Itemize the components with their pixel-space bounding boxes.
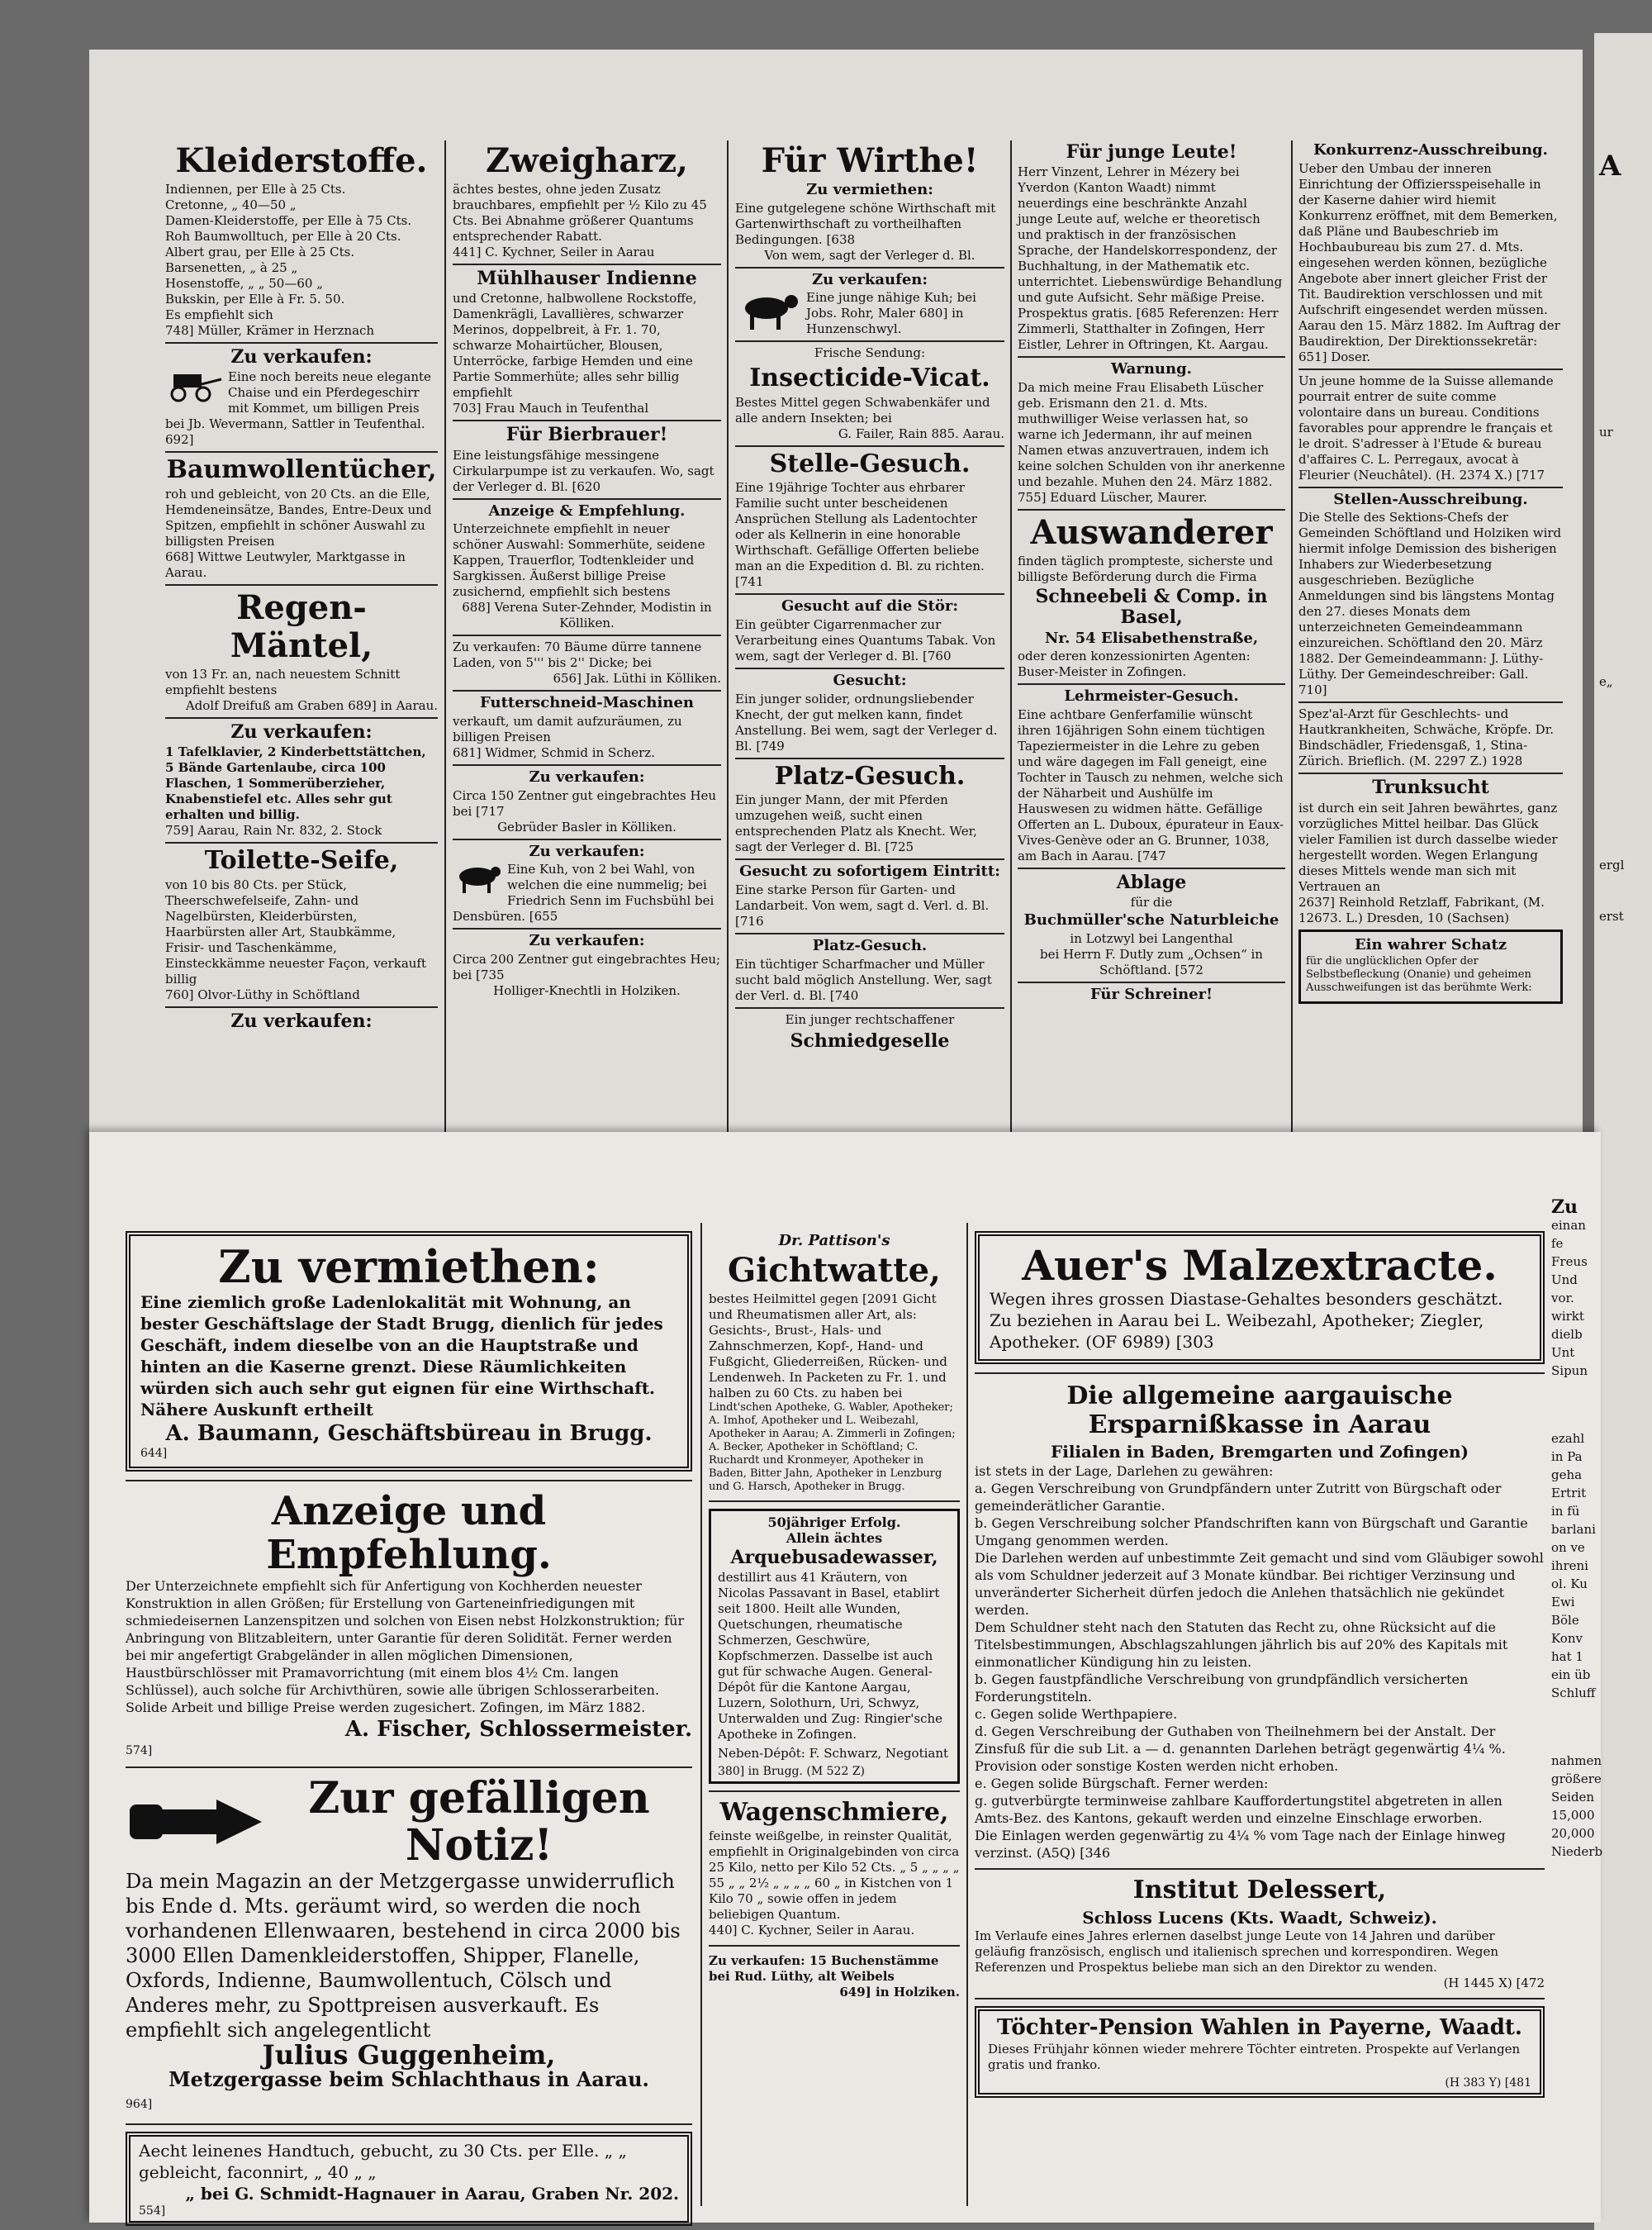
bierbrauer-ad: Eine leistungsfähige messingene Cirkularpumpe ist zu verkaufen. Wo, sagt der Verleger d. Bl. [620 xyxy=(453,447,714,494)
ad-divider xyxy=(1298,368,1563,370)
ad-item: Die Darlehen werden auf unbestimmte Zeit gemacht und sind vom Gläubiger sowohl als vom Schuldner jederzeit auf 3 Monate kündbar. Bei richtiger Verzinsung und unveränderter Sicherheit dürfen jedoch die Anlehen thatsächlich nie gekündet werden. xyxy=(975,1550,1544,1618)
regen-mantel-ad xyxy=(165,667,438,714)
edge-line: ol. Ku xyxy=(1551,1576,1588,1591)
ad-divider xyxy=(1298,773,1563,774)
edge-line: wirkt xyxy=(1551,1309,1584,1324)
ad-divider xyxy=(735,340,1004,342)
fur-wirthe-heading: Für Wirthe! xyxy=(761,141,979,180)
column-5 xyxy=(1298,140,1563,1140)
ad-signature: Von wem, sagt der Verleger d. Bl. xyxy=(764,247,976,263)
gichtwatte-pre: Dr. Pattison's xyxy=(778,1232,890,1249)
edge-line: fe xyxy=(1551,1236,1564,1251)
ad-number: 692] xyxy=(165,432,194,448)
ad-text: Da mich meine Frau Elisabeth Lüscher geb. Erismann den 21. d. Mts. muthwilliger Weise verlassen hat, so warne ich Jedermann, ihr auf meinen Namen etwas anzuvertrauen, indem ich keine solchen Schulden von ihr anerkenne und bezahle. Muhen den 24. März 1882. xyxy=(1018,379,1285,489)
payerne-heading: Töchter-Pension Wahlen in Payerne, Waadt. xyxy=(997,2014,1522,2040)
ad-divider xyxy=(709,1500,960,1502)
ad-text: von 13 Fr. an, nach neuestem Schnitt empfiehlt bestens xyxy=(165,666,401,697)
edge-line: Unt xyxy=(1551,1345,1575,1360)
edge-line: 20,000 xyxy=(1551,1826,1595,1841)
zu-verkaufen-heading: Zu verkaufen: xyxy=(230,720,373,743)
ad-divider xyxy=(165,1006,438,1008)
payerne-box xyxy=(975,2006,1545,2099)
anzeige-heading: Anzeige & Empfehlung. xyxy=(488,502,686,520)
ad-signature: Holliger-Knechtli in Holziken. xyxy=(493,983,681,999)
insecticide-ad xyxy=(735,395,1004,442)
auer-box xyxy=(975,1231,1545,1364)
institut-heading: Institut Delessert, xyxy=(1132,1876,1387,1904)
ad-text: Ueber den Umbau der inneren Einrichtung der Offiziersspeisehalle in der Kaserne dahier wird hiemit Konkurrenz eröffnet, mit dem Bemerken, daß Pläne und Baubeschrieb im Hochbaubureau bis zum 27. d. Mts. eingesehen werden können, bezügliche Angebote aber innert gleicher Frist der Tit. Baudirektion verschlossen und mit Aufschrift eingesendet werden müssen. Aarau den 15. März 1882. Im Auftrag der Baudirektion, Der Direktionssekretär: xyxy=(1298,160,1560,349)
ablage-ad xyxy=(1018,895,1285,978)
ad-divider xyxy=(709,1790,960,1792)
column-3 xyxy=(735,140,1004,1140)
ad-divider xyxy=(165,342,438,344)
ad-divider xyxy=(735,668,1004,669)
edge-line: Konv xyxy=(1551,1631,1583,1646)
ersparnisskasse-sub: Filialen in Baden, Bremgarten und Zofingen) xyxy=(1051,1442,1469,1462)
stellen-ad xyxy=(1298,510,1563,698)
ad-text: Eine junge nähige Kuh; bei Jobs. Rohr, Maler 680] in Hunzenschwyl. xyxy=(806,290,976,337)
ad-text: Unterzeichnete empfiehlt in neuer schöner Auswahl: Sommerhüte, seidene Kappen, Trauerflor, Todtenkleider und Sargkissen. Äußerst billige Preise zusichernd, empfiehlt sich bestens xyxy=(453,521,705,600)
ad-number: 574] xyxy=(126,1743,153,1757)
lower-column-right xyxy=(975,1231,1545,2206)
ad-item: g. gutverbürgte terminweise zahlbare Kauffordertungstitel abgetreten in allen Amts-Bez. des Kantons, gekauft werden und einzelne Einschlage erworben. xyxy=(975,1793,1502,1826)
edge-line: erst xyxy=(1599,909,1624,924)
frische-sendung: Frische Sendung: xyxy=(814,345,926,361)
ad-text: Circa 150 Zentner gut eingebrachtes Heu bei [717 xyxy=(453,787,717,819)
lehrmeister-heading: Lehrmeister-Gesuch. xyxy=(1064,687,1239,706)
warnung-heading: Warnung. xyxy=(1111,360,1192,378)
ad-text: Zu verkaufen: 15 Buchenstämme bei Rud. Lüthy, alt Weibels xyxy=(709,1953,939,1985)
arquebusade-heading: Arquebusadewasser, xyxy=(730,1546,938,1568)
cow-icon xyxy=(735,290,801,331)
edge-line: in fü xyxy=(1551,1504,1580,1519)
ad-text: in Lotzwyl bei Langenthal xyxy=(1070,930,1233,946)
price-line: Bukskin, per Elle à Fr. 5. 50. xyxy=(165,292,345,307)
pointing-hand-icon xyxy=(126,1793,266,1851)
schmied-pre: Ein junger rechtschaffener xyxy=(785,1011,955,1027)
ad-number: (H 383 Y) [481 xyxy=(1445,2076,1531,2090)
insecticide-heading: Insecticide-Vicat. xyxy=(749,364,990,393)
cow-icon xyxy=(453,862,502,895)
ad-text: Eine Kuh, von 2 bei Wahl, von welchen die eine nummelig; bei Friedrich Senn im Fuchsbühl bei Densbüren. [655 xyxy=(453,862,714,925)
stor-ad: Ein geübter Cigarrenmacher zur Verarbeitung eines Quantums Tabak. Von wem, sagt der Verleger d. Bl. [760 xyxy=(735,617,996,664)
zu-verkaufen-heading: Zu verkaufen: xyxy=(230,1010,373,1032)
ad-divider xyxy=(453,928,721,930)
wirthschaft-ad xyxy=(735,201,1004,264)
stelle-gesuch-ad: Eine 19jährige Tochter aus ehrbarer Familie sucht unter bescheidenen Ansprüchen Stellung als Ladentochter oder als Kellnerin in eine honorable Wirthschaft. Gefällige Offerten beliebe man an die Expedition d. Bl. zu richten. [741 xyxy=(735,480,985,590)
kuh-ad xyxy=(735,290,1004,337)
ad-text: Die Stelle des Sektions-Chefs der Gemeinden Schöftland und Holziken wird hiermit infolge Demission des bisherigen Inhabers zur Wiederbesetzung ausgeschrieben. Bezügliche Anmeldungen sind bis längstens Montag den 27. dieses Monats dem unterzeichneten Gemeindeammann einzureichen. Schöftland den 20. März 1882. Der Gemeindeammann: J. Lüthy-Lüthy. Der Gemeindeschreiber: Gall. xyxy=(1298,510,1562,682)
zu-verkaufen-heading: Zu verkaufen: xyxy=(529,768,645,786)
ad-divider xyxy=(975,1372,1545,1374)
ad-text: Circa 200 Zentner gut eingebrachtes Heu; bei [735 xyxy=(453,952,721,983)
edge-line: geha xyxy=(1551,1467,1583,1482)
price-line: Cretonne, „ 40—50 „ xyxy=(165,197,297,212)
price-line: Hosenstoffe, „ „ 50—60 „ xyxy=(165,276,323,291)
ad-text: Der Unterzeichnete empfiehlt sich für Anfertigung von Kochherden neuester Konstruktion in allen Größen; für Erstellung von Garteneinfriedigungen mit schmiedeisernen Lanzenspitzen und solchen von Eisen nebst Holzkonstruktion; für Anbringung von Blitzableitern, unter Garantie für deren Solidität. Ferner werden bei mir angefertigt Grabgeländer in allen möglichen Dimensionen, Haustbürschlösser mit Pramavorrichtung (mit einem blos 4½ Cm. langen Schlüssel), auch solche für Archivthüren, sowie alle übrigen Schlosserarbeiten. Solide Arbeit und billige Preise werden zugesichert. Zofingen, im März 1882. xyxy=(126,1577,685,1715)
ad-signature: „ bei G. Schmidt-Hagnauer in Aarau, Graben Nr. 202. xyxy=(185,2184,679,2204)
auswanderer-heading: Auswanderer xyxy=(1030,512,1273,552)
payerne-text: Dieses Frühjahr können wieder mehrere Töchter eintreten. Prospekte auf Verlangen gratis und franko. xyxy=(988,2042,1521,2073)
price-line: Albert grau, per Elle à 25 Cts. xyxy=(165,245,355,259)
ad-text: Bestes Mittel gegen Schwabenkäfer und alle andern Insekten; bei xyxy=(735,394,990,426)
vermiethen-text: Eine ziemlich große Ladenlokalität mit Wohnung, an bester Geschäftslage der Stadt Brugg, dienlich für jedes Geschäft, indem dieselbe von an die Hauptstraße und hinten an die Kaserne grenzt. Diese Räumlichkeiten würden sich auch sehr gut eignen für eine Wirthschaft. Nähere Auskunft ertheilt xyxy=(140,1292,663,1420)
edge-line: ihreni xyxy=(1551,1558,1588,1573)
ad-number: 554] xyxy=(139,2204,166,2218)
column-rule xyxy=(1010,140,1012,1132)
ad-text: roh und gebleicht, von 20 Cts. an die Elle, Hemdeneinsätze, Bandes, Entre-Deux und Spitzen, empfiehlt in schöner Auswahl zu billigsten Preisen xyxy=(165,486,432,549)
platz-gesuch-heading: Platz-Gesuch. xyxy=(812,936,928,954)
edge-line: Und xyxy=(1551,1272,1578,1287)
arquebusade-depot: Neben-Dépôt: F. Schwarz, Negotiant xyxy=(718,1745,949,1761)
ad-item: b. Gegen faustpfändliche Verschreibung von grundpfändlich versicherten Forderungstiteln. xyxy=(975,1671,1469,1705)
kuh-ad xyxy=(453,862,721,925)
ad-divider xyxy=(165,584,438,586)
handtuch-text: Aecht leinenes Handtuch, gebucht, zu 30 Cts. per Elle. „ „ gebleicht, faconnirt, „ 40 „ „ xyxy=(139,2141,627,2183)
price-line: Indiennen, per Elle à 25 Cts. xyxy=(165,182,346,197)
gichtwatte-heading: Gichtwatte, xyxy=(728,1250,941,1290)
zu-verkaufen-heading: Zu verkaufen: xyxy=(811,270,928,288)
kleiderstoffe-ad xyxy=(165,182,438,339)
zweigharz-ad xyxy=(453,182,721,260)
ad-number: 644] xyxy=(140,1447,168,1461)
ad-signature: 681] Widmer, Schmid in Scherz. xyxy=(453,744,655,760)
edge-line: größere xyxy=(1551,1771,1602,1786)
edge-line: barlani xyxy=(1551,1522,1596,1537)
spezial-arzt-ad: Spez'al-Arzt für Geschlechts- und Hautkrankheiten, Schwäche, Kröpfe. Dr. Bindschädler, Friedensgaß, 1, Stina-Zürich. Brieflich. (M. 2297 Z.) 1928 xyxy=(1298,706,1554,769)
ad-item: Die Einlagen werden gegenwärtig zu 4¼ % vom Tage nach der Einlage hinweg verzinst. (A5Q) [346 xyxy=(975,1828,1506,1861)
konkurrenz-heading: Konkurrenz-Ausschreibung. xyxy=(1313,141,1548,159)
ad-item: Dem Schuldner steht nach den Statuten das Recht zu, ohne Rücksicht auf die Titelsbestimmungen, Abschlagszahlungen jährlich bis auf 20% des Kapitals mit einmonatlicher Kündigung hin zu leisten. xyxy=(975,1619,1508,1670)
ersparnisskasse-ad xyxy=(975,1462,1545,1862)
muhlhauser-heading: Mühlhauser Indienne xyxy=(477,268,697,289)
ad-divider xyxy=(453,635,721,636)
ad-divider xyxy=(1018,868,1285,869)
tafelklavier-ad xyxy=(165,744,438,839)
ad-number: 710] xyxy=(1298,682,1327,698)
ad-divider xyxy=(975,1868,1545,1870)
edge-line: nahmen xyxy=(1551,1753,1602,1768)
ad-signature: Julius Guggenheim, xyxy=(262,2039,556,2071)
ad-item: e. Gegen solide Bürgschaft. Ferner werden: xyxy=(975,1776,1269,1791)
edge-line: Ertrit xyxy=(1551,1486,1587,1500)
platz-gesuch-heading: Platz-Gesuch. xyxy=(774,761,966,791)
sofort-ad: Eine starke Person für Garten- und Landarbeit. Von wem, sagt d. Verl. d. Bl. [716 xyxy=(735,882,990,929)
column-rule xyxy=(1291,140,1293,1132)
stelle-gesuch-heading: Stelle-Gesuch. xyxy=(769,449,971,478)
arquebusade-pre2: Allein ächtes xyxy=(786,1529,883,1546)
ad-text: 1 Tafelklavier, 2 Kinderbettstättchen, 5 Bände Gartenlaube, circa 100 Flaschen, 1 Sommerüberzieher, Knabenstiefel etc. Alles sehr gut erhalten und billig. xyxy=(165,744,426,823)
ad-divider xyxy=(453,264,721,265)
buchen-ad xyxy=(709,1953,960,2000)
ad-text: ist durch ein seit Jahren bewährtes, ganz vorzügliches Mittel heilbar. Das Glück vieler Familien ist durch dasselbe wieder hergestellt worden. Wegen Erlangung dieses Mittels wende man sich mit Vertrauen an xyxy=(1298,800,1558,894)
gesucht-ad: Ein junger solider, ordnungsliebender Knecht, der gut melken kann, findet Anstellung. Bei wem, sagt der Verleger d. Bl. [749 xyxy=(735,691,998,754)
chaise-ad xyxy=(165,369,438,448)
arquebusade-text: destillirt aus 41 Kräutern, von Nicolas Passavant in Basel, etablirt seit 1800. Heilt alle Wunden, Quetschungen, rheumatische Schmerzen, Geschwüre, Kopfschmerzen. Dasselbe ist auch gut für schwache Augen. General-Dépôt für die Kantone Aargau, Luzern, Solothurn, Uri, Schwyz, Unterwalden und Zug: Ringier'sche Apotheke in Zofingen. xyxy=(718,1569,943,1742)
firm-address: Nr. 54 Elisabethenstraße, xyxy=(1044,629,1259,647)
ad-text: verkauft, um damit aufzuräumen, zu billigen Preisen xyxy=(453,713,682,744)
column-rule xyxy=(966,1223,968,2206)
ablage-heading: Ablage xyxy=(1116,871,1187,893)
ad-item: c. Gegen solide Werthpapiere. xyxy=(975,1706,1178,1722)
platz-gesuch-ad: Ein tüchtiger Scharfmacher und Müller sucht bald möglich Anstellung. Wer, sagt der Verl. d. Bl. [740 xyxy=(735,956,992,1003)
stor-heading: Gesucht auf die Stör: xyxy=(781,597,959,616)
edge-line xyxy=(1599,175,1652,423)
anzeige-ad xyxy=(453,521,721,631)
ad-signature: 759] Aarau, Rain Nr. 832, 2. Stock xyxy=(165,823,382,839)
heu-ad xyxy=(453,788,721,835)
baume-ad xyxy=(453,640,721,687)
ad-divider xyxy=(126,1480,692,1481)
ad-text: bestes Heilmittel gegen [2091 Gicht und Rheumatismen aller Art, als: Gesichts-, Brust-, Hals- und Zahnschmerzen, Kopf-, Hand- und Fußgicht, Gliederreißen, Rücken- und Lendenweh. In Packeten zu Fr. 1. und halben zu 60 Cts. zu haben bei xyxy=(709,1291,947,1400)
lower-edge-text xyxy=(1551,1198,1601,1861)
lower-sheet xyxy=(89,1132,1601,2223)
price-line: Es empfiehlt sich xyxy=(165,307,273,322)
fischer-heading: Anzeige und Empfehlung. xyxy=(266,1488,552,1579)
ad-signature: 748] Müller, Krämer in Herznach xyxy=(165,323,375,338)
price-line: Damen-Kleiderstoffe, per Elle à 75 Cts. xyxy=(165,213,412,228)
ad-signature: 651] Doser. xyxy=(1298,349,1371,364)
jeune-homme-ad: Un jeune homme de la Suisse allemande pourrait entrer de suite comme volontaire dans un bureau. Conditions favorables pour apprendre le français et le droit. S'adresser à l'Etude & bureau d'affaires C. L. Perregaux, avocat à Fleurier (Neuchâtel). (H. 2374 X.) [717 xyxy=(1298,373,1554,483)
edge-line: Freus xyxy=(1551,1254,1588,1269)
ad-text: für die xyxy=(1130,895,1173,911)
ad-signature: 649] in Holziken. xyxy=(839,1985,960,2000)
ad-address: Metzgergasse beim Schlachthaus in Aarau. xyxy=(169,2067,649,2092)
ad-divider xyxy=(1018,683,1285,685)
column-1 xyxy=(165,140,438,1140)
edge-line: ezahl xyxy=(1551,1431,1585,1446)
ad-divider xyxy=(735,267,1004,269)
ad-signature: G. Failer, Rain 885. Aarau. xyxy=(838,426,1004,441)
edge-line: on ve xyxy=(1551,1540,1585,1555)
ad-signature: 688] Verena Suter-Zehnder, Modistin in Kölliken. xyxy=(462,600,712,631)
edge-line: dielb xyxy=(1551,1327,1583,1342)
schreiner-heading: Für Schreiner! xyxy=(1089,985,1213,1003)
ersparnisskasse-heading: Die allgemeine aargauische Ersparnißkasse in Aarau xyxy=(1066,1381,1453,1439)
column-rule xyxy=(700,1223,702,2206)
ad-item: d. Gegen Verschreibung der Guthaben von Theilnehmern bei der Anstalt. Der Zinsfuß für die sub Lit. a — d. genannten Darlehen beträgt gegenwärtig 4¼ %. Provision oder sonstige Kosten werden nicht erhoben. xyxy=(975,1724,1506,1774)
ad-divider xyxy=(709,1945,960,1947)
ad-divider xyxy=(1018,356,1285,358)
handtuch-box xyxy=(126,2132,692,2226)
edge-line: vor. xyxy=(1551,1291,1574,1305)
schatz-box xyxy=(1298,930,1563,1005)
fischer-ad xyxy=(126,1577,692,1760)
trunksucht-heading: Trunksucht xyxy=(1372,777,1489,799)
edge-line: Böle xyxy=(1551,1613,1579,1628)
column-rule xyxy=(727,140,729,1132)
ad-divider xyxy=(453,764,721,766)
vermiethen-box xyxy=(126,1231,692,1472)
ad-item: b. Gegen Verschreibung solcher Pfandschriften kann von Bürgschaft und Garantie Umgang genommen werden. xyxy=(975,1515,1528,1548)
ad-signature: A. Baumann, Geschäftsbüreau in Brugg. xyxy=(165,1421,653,1447)
edge-line: Sipun xyxy=(1551,1363,1588,1378)
ad-text: Da mein Magazin an der Metzgergasse unwiderruflich bis Ende d. Mts. geräumt wird, so werden die noch vorhandenen Ellenwaaren, bestehend in circa 2000 bis 3000 Ellen Damenkleiderstoffen, Shipper, Flanelle, Oxfords, Indienne, Baumwollentuch, Cölsch und Anderes mehr, zu Spottpreisen ausverkauft. Es empfiehlt sich angelegentlicht xyxy=(126,1870,681,2042)
schmiedgeselle-heading: Schmiedgeselle xyxy=(790,1029,950,1052)
ad-text: ächtes bestes, ohne jeden Zusatz brauchbares, empfiehlt per ½ Kilo zu 45 Cts. Bei Abnahme größerer Quantums entsprechender Rabatt. xyxy=(453,182,707,244)
schatz-ad: für die unglücklichen Opfer der Selbstbefleckung (Onanie) und geheimen Ausschweifungen ist das berühmte Werk: xyxy=(1306,955,1532,995)
junge-leute-heading: Für junge Leute! xyxy=(1066,141,1237,163)
ad-divider xyxy=(1018,509,1285,511)
lehrmeister-ad: Eine achtbare Genferfamilie wünscht ihren 16jährigen Sohn einem tüchtigen Tapeziermeister in die Lehre zu geben und wäre dagegen im Fall geneigt, eine Tochter in Tausch zu nehmen, welche sich der Näharbeit und Aushülfe im Hauswesen zu widmen hätte. Gefällige Offerten an L. Duboux, épurateur in Eaux-Vives-Genève oder an G. Brunner, 1038, am Bach in Aarau. [747 xyxy=(1018,706,1284,863)
stellen-heading: Stellen-Ausschreibung. xyxy=(1333,490,1528,508)
edge-line: Schluff xyxy=(1551,1686,1596,1700)
ad-signature: 441] C. Kychner, Seiler in Aarau xyxy=(453,245,655,259)
ad-divider xyxy=(165,842,438,844)
ad-divider xyxy=(453,839,721,840)
ad-signature: 656] Jak. Lüthi in Kölliken. xyxy=(553,671,721,687)
institut-sub: Schloss Lucens (Kts. Waadt, Schweiz). xyxy=(1082,1907,1437,1928)
ad-signature: Gebrüder Basler in Kölliken. xyxy=(497,819,676,834)
ad-text: Eine gutgelegene schöne Wirthschaft mit Gartenwirthschaft zu vortheilhaften Bedingungen. [638 xyxy=(735,200,996,247)
schatz-heading: Ein wahrer Schatz xyxy=(1354,935,1507,953)
ad-number: (H 1445 X) [472 xyxy=(1443,1975,1545,1990)
zu-vermiethen-heading: Zu vermiethen: xyxy=(806,181,933,198)
konkurrenz-ad xyxy=(1298,161,1563,365)
toilette-seife-ad xyxy=(165,877,438,1003)
zu-verkaufen-heading: Zu verkaufen: xyxy=(529,842,645,860)
bierbrauer-heading: Für Bierbrauer! xyxy=(506,424,668,446)
lower-column-middle xyxy=(709,1231,960,2206)
column-4 xyxy=(1018,140,1285,1140)
ad-signature: 760] Olvor-Lüthy in Schöftland xyxy=(165,987,360,1002)
edge-line: e„ xyxy=(1599,674,1613,689)
edge-line: Seiden xyxy=(1551,1790,1595,1804)
ad-agents: Lindt'schen Apotheke, G. Wabler, Apotheker; A. Imhof, Apotheker und L. Weibezahl, Apotheker in Aarau; A. Zimmerli in Zofingen; A. Becker, Apotheker in Schöftland; C. Ruchardt und Kronmeyer, Apotheker in Baden, Bitter Jahn, Apotheker in Lenzburg und G. Harsch, Apotheker in Brugg. xyxy=(709,1400,956,1493)
muhlhauser-ad xyxy=(453,291,721,416)
edge-line: ur xyxy=(1599,425,1613,440)
auer-heading: Auer's Malzextracte. xyxy=(1022,1241,1498,1290)
ad-divider xyxy=(735,933,1004,934)
ad-divider xyxy=(126,1766,692,1768)
junge-leute-ad: Herr Vinzent, Lehrer in Mézery bei Yverdon (Kanton Waadt) nimmt neuerdings eine beschränkte Anzahl junge Leute auf, welche er theoretisch und praktisch in der französischen Sprache, der Handelskorrespondenz, der Buchhaltung, in der Mathematik etc. unterrichtet. Liebenswürdige Behandlung und gute Aufsicht. Sehr mäßige Preise. Prospektus gratis. [685 Referenzen: Herr Zimmerli, Statthalter in Zofingen, Herr Eistler, Lehrer in Oftringen, Kt. Aargau. xyxy=(1018,164,1283,353)
lower-column-left xyxy=(126,1231,692,2218)
zu-verkaufen-heading: Zu verkaufen: xyxy=(529,932,645,950)
carriage-icon xyxy=(165,369,223,402)
notiz-header xyxy=(126,1772,692,1871)
ad-divider xyxy=(735,758,1004,759)
ad-divider xyxy=(453,420,721,421)
edge-line: Niederb xyxy=(1551,1844,1603,1859)
notiz-heading: Zur gefälligen Notiz! xyxy=(308,1772,650,1871)
edge-line: Zu xyxy=(1551,1196,1578,1218)
ad-text: von 10 bis 80 Cts. per Stück, Theerschwefelseife, Zahn- und Nagelbürsten, Kleiderbürsten, Haarbürsten aller Art, Staubkämme, Frisir- und Taschenkämme, Einsteckkämme neuester Façon, verkauft billig xyxy=(165,877,426,987)
ad-divider xyxy=(165,451,438,453)
ad-signature: 755] Eduard Lüscher, Maurer. xyxy=(1018,489,1208,505)
zu-verkaufen-heading: Zu verkaufen: xyxy=(230,346,373,368)
ad-text: oder deren konzessionirten Agenten: Buser-Meister in Zofingen. xyxy=(1018,649,1251,680)
ad-divider xyxy=(735,1007,1004,1009)
ad-signature: 440] C. Kychner, Seiler in Aarau. xyxy=(709,1923,915,1938)
edge-line: Ewi xyxy=(1551,1595,1575,1609)
toilette-seife-heading: Toilette-Seife, xyxy=(204,846,399,876)
ad-signature: A. Fischer, Schlossermeister. xyxy=(344,1716,692,1742)
gesucht-heading: Gesucht: xyxy=(833,672,907,690)
wagenschmiere-ad xyxy=(709,1828,960,1938)
edge-line: ergl xyxy=(1599,858,1625,873)
price-line: Roh Baumwolltuch, per Elle à 20 Cts. xyxy=(165,229,401,244)
ad-signature: 703] Frau Mauch in Teufenthal xyxy=(453,401,649,416)
ad-divider xyxy=(126,2123,692,2125)
ad-intro: ist stets in der Lage, Darlehen zu gewähren: xyxy=(975,1463,1274,1479)
arquebusade-pre: 50jähriger Erfolg. xyxy=(767,1514,901,1530)
ad-text: Zu verkaufen: 70 Bäume dürre tannene Laden, von 5''' bis 2'' Dicke; bei xyxy=(453,640,702,671)
ad-item: a. Gegen Verschreibung von Grundpfändern unter Zutritt von Bürgschaft oder gemeinderätlicher Garantie. xyxy=(975,1481,1502,1514)
edge-line: hat 1 xyxy=(1551,1649,1583,1664)
baumwollentucher-heading: Baumwollentücher, xyxy=(166,455,437,485)
ad-divider xyxy=(453,690,721,692)
arquebusade-box xyxy=(709,1509,960,1784)
ad-divider xyxy=(1298,487,1563,488)
firm-name: Buchmüller'sche Naturbleiche xyxy=(1023,911,1279,930)
baumwollentucher-ad xyxy=(165,487,438,581)
vermiethen-heading: Zu vermiethen: xyxy=(218,1240,600,1293)
ad-number: 964] xyxy=(126,2098,153,2112)
ad-divider xyxy=(735,445,1004,447)
wagenschmiere-heading: Wagenschmiere, xyxy=(719,1797,949,1827)
zweigharz-heading: Zweigharz, xyxy=(486,141,688,180)
ad-divider xyxy=(1298,701,1563,703)
heu2-ad xyxy=(453,952,721,999)
ad-signature: Adolf Dreifuß am Graben 689] in Aarau. xyxy=(185,697,438,713)
ad-number: 380] in Brugg. (M 522 Z) xyxy=(718,1764,866,1778)
adjacent-page-edge xyxy=(1594,33,1652,2230)
institut-ad xyxy=(975,1928,1545,1991)
price-line: Barsenetten, „ à 25 „ xyxy=(165,260,298,275)
sofort-heading: Gesucht zu sofortigem Eintritt: xyxy=(739,863,1000,881)
kleiderstoffe-heading: Kleiderstoffe. xyxy=(175,141,428,180)
ad-divider xyxy=(165,717,438,719)
ad-text: finden täglich prompteste, sicherste und billigste Beförderung durch die Firma xyxy=(1018,553,1274,584)
ad-signature: 2637] Reinhold Retzlaff, Fabrikant, (M. 12673. L.) Dresden, 10 (Sachsen) xyxy=(1298,894,1545,925)
auer-text: Wegen ihres grossen Diastase-Gehaltes besonders geschätzt. Zu beziehen in Aarau bei L. Weibezahl, Apotheker; Ziegler, Apotheker. (OF 6989) [303 xyxy=(990,1289,1503,1352)
column-2 xyxy=(453,140,721,1140)
futterschneid-heading: Futterschneid-Maschinen xyxy=(480,694,694,712)
guggenheim-ad xyxy=(126,1869,692,2117)
auswanderer-ad xyxy=(1018,554,1285,680)
platz-gesuch-ad: Ein junger Mann, der mit Pferden umzugehen weiß, sucht einen entsprechenden Platz als Knecht. Wer, sagt der Verleger d. Bl. [725 xyxy=(735,792,977,855)
ad-text: und Cretonne, halbwollene Rockstoffe, Damenkrägli, Lavallières, schwarzer Merinos, doppelbreit, à Fr. 1. 70, schwarze Mohairtücher, Blousen, Unterröcke, farbige Hemden und eine Partie Sommerhüte; alles sehr billig empfiehlt xyxy=(453,291,697,401)
firm-name: Schneebeli & Comp. in Basel, xyxy=(1035,585,1268,629)
column-rule xyxy=(444,140,446,1132)
ad-text: Eine noch bereits neue elegante Chaise und ein Pferdegeschirr mit Kommet, um billigen Preis bei Jb. Wevermann, Sattler in Teufenthal. xyxy=(165,369,431,432)
ad-divider xyxy=(735,858,1004,860)
ad-text: feinste weißgelbe, in reinster Qualität, empfiehlt in Originalgebinden von circa 25 Kilo, netto per Kilo 52 Cts. „ 5 „ „ „ „ 55 „ „ 2½ „ „ „ „ 60 „ in Kistchen von 1 Kilo 70 „ sowie offen in jedem beliebigen Quantum. xyxy=(709,1828,960,1923)
ad-signature: 668] Wittwe Leutwyler, Marktgasse in Aarau. xyxy=(165,549,406,580)
upper-sheet xyxy=(89,50,1583,1140)
ad-text: Im Verlaufe eines Jahres erlernen daselbst junge Leute von 14 Jahren und darüber geläufig französisch, englisch und italienisch sprechen und korrespondiren. Wegen Referenzen und Prospektus beliebe man sich an den Direktor zu wenden. xyxy=(975,1928,1499,1975)
warnung-ad xyxy=(1018,380,1285,506)
edge-line: A xyxy=(1599,150,1621,183)
edge-line: 15,000 xyxy=(1551,1808,1595,1823)
ad-divider xyxy=(975,1998,1545,1999)
gichtwatte-ad xyxy=(709,1291,960,1494)
ad-divider xyxy=(453,498,721,500)
edge-line: in Pa xyxy=(1551,1449,1583,1464)
futterschneid-ad xyxy=(453,714,721,761)
ad-divider xyxy=(1018,982,1285,983)
ad-text: bei Herrn F. Dutly zum „Ochsen“ in Schöftland. [572 xyxy=(1040,946,1263,977)
trunksucht-ad xyxy=(1298,801,1563,926)
edge-line: einan xyxy=(1551,1218,1586,1233)
edge-line: ein üb xyxy=(1551,1667,1591,1682)
ad-divider xyxy=(735,593,1004,595)
regen-mantel-heading: Regen-Mäntel, xyxy=(230,587,373,665)
